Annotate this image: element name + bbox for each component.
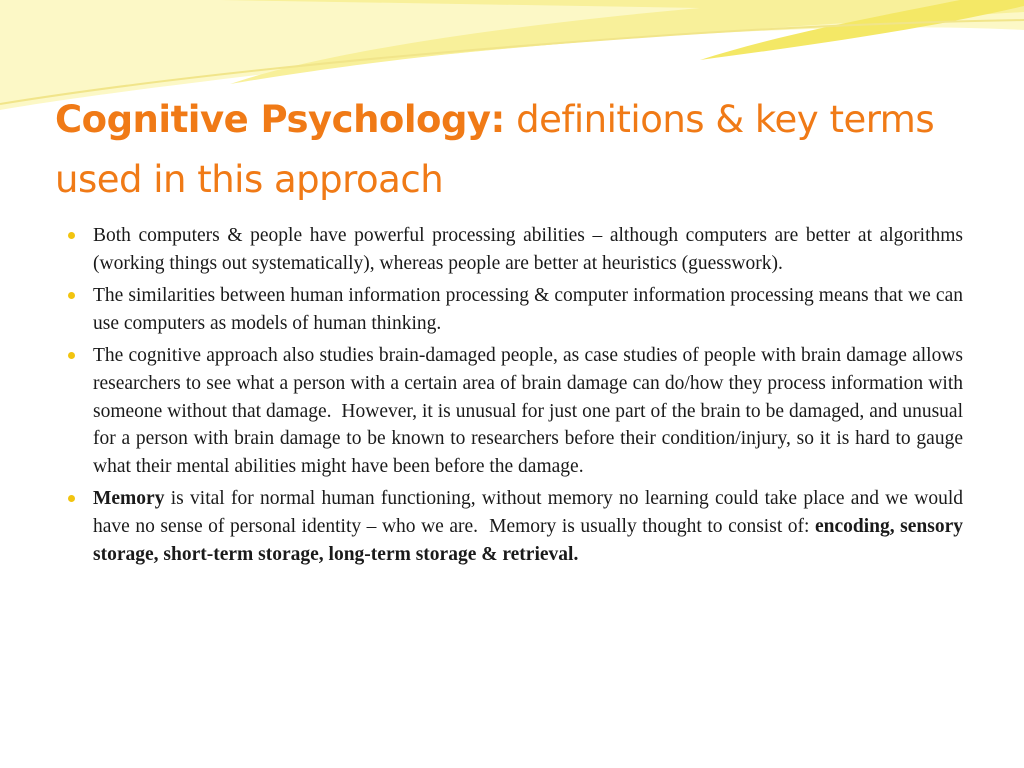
bullet-item-computers-people bbox=[68, 222, 963, 277]
bullet-item-similarities bbox=[68, 282, 963, 337]
bullet-text: Both computers & people have powerful processing abilities – although computers are better at algorithms (working things out systematically), whereas people are better at heuristics (guesswork). bbox=[93, 225, 963, 274]
memory-term: Memory bbox=[93, 488, 165, 510]
bullet-dot-icon bbox=[68, 292, 75, 299]
memory-stages: encoding, sensory storage, short-term storage, long-term storage & retrieval. bbox=[93, 515, 963, 565]
bullet-item-brain-damage bbox=[68, 342, 963, 480]
memory-description: is vital for normal human functioning, without memory no learning could take place and we would have no sense of personal identity – who we are. Memory is usually thought to consist of: bbox=[93, 488, 963, 537]
bullet-text: The similarities between human information processing & computer information processing means that we can use computers as models of human thinking. bbox=[93, 285, 963, 334]
bullet-item-memory bbox=[68, 485, 963, 568]
bullet-dot-icon bbox=[68, 352, 75, 359]
bullet-dot-icon bbox=[68, 232, 75, 239]
title-rest-part: definitions & key terms used in this approach bbox=[55, 98, 935, 201]
bullet-text: The cognitive approach also studies brain-damaged people, as case studies of people with brain damage allows researchers to see what a person with a certain area of brain damage can do/how they process information with someone without that damage. However, it is unusual for just one part of the brain to be damaged, and unusual for a person with brain damage to be known to researchers before their condition/injury, so it is hard to gauge what their mental abilities might have been before the damage. bbox=[93, 345, 963, 477]
bullet-list bbox=[68, 222, 963, 573]
slide-title bbox=[55, 90, 985, 210]
bullet-dot-icon bbox=[68, 495, 75, 502]
title-bold-part: Cognitive Psychology: bbox=[55, 98, 505, 141]
